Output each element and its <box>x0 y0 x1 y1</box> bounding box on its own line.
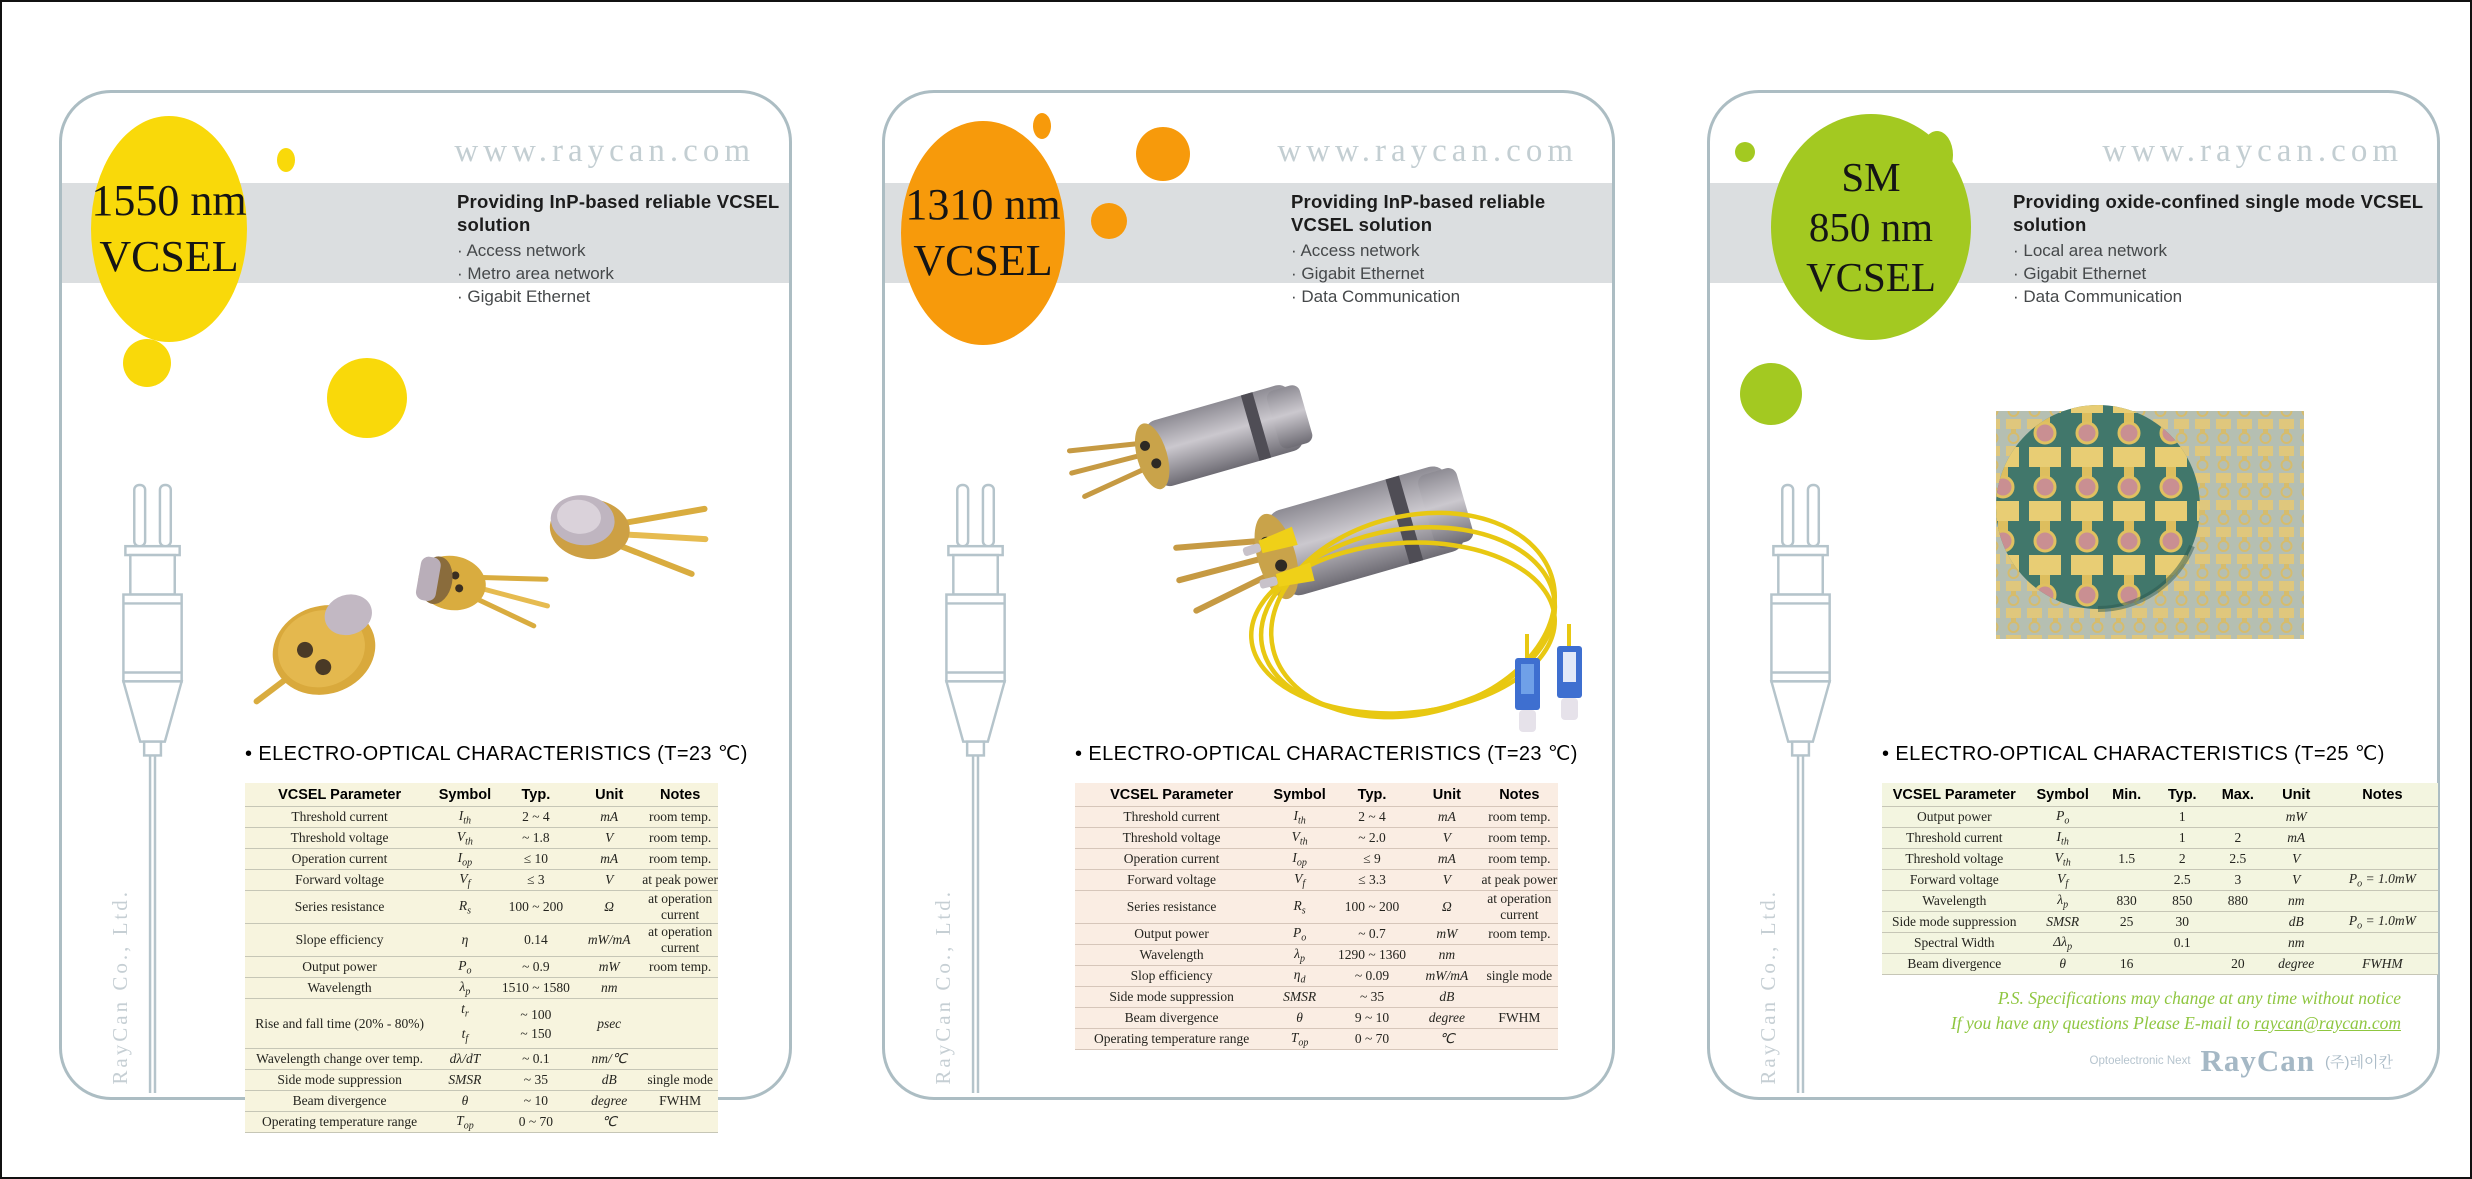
table-title: • ELECTRO-OPTICAL CHARACTERISTICS (T=23 ℃) <box>245 741 748 766</box>
product-title-circle <box>901 121 1065 345</box>
column-header: Notes <box>642 783 718 807</box>
decor-circle <box>327 358 407 438</box>
table-title: • ELECTRO-OPTICAL CHARACTERISTICS (T=23 ℃) <box>1075 741 1578 766</box>
eo-characteristics-table <box>1075 783 1558 1050</box>
band-item: · Gigabit Ethernet <box>1291 262 1612 285</box>
column-header: Symbol <box>434 783 495 807</box>
table-row: Operation current $I_{op}$ ≤ 9 mA room temp. <box>1075 849 1558 870</box>
decor-dot <box>277 148 295 172</box>
table-row: Slop efficiency $\eta_d$ ~ 0.09 mW/mA single mode <box>1075 966 1558 987</box>
logo-brand: RayCan <box>2200 1043 2316 1078</box>
website-link[interactable]: www.raycan.com <box>2102 133 2403 169</box>
product-title-line: 850 nm <box>1808 204 1934 250</box>
table-row: Wavelength change over temp. dλ/dT ~ 0.1 nm/℃ <box>245 1049 718 1070</box>
ps-line2 <box>1951 1011 2401 1036</box>
logo-brand-korean: (주)레이칸 <box>2325 1053 2393 1071</box>
table-row: Threshold current $I_{th}$ 2 ~ 4 mA room temp. <box>1075 807 1558 828</box>
column-header: Notes <box>1481 783 1558 807</box>
column-header: Symbol <box>1268 783 1331 807</box>
pigtail-module-and-fiber-photo <box>1063 396 1595 738</box>
table-row: Operating temperature range $T_{op}$ 0 ~ 70 ℃ <box>245 1112 718 1133</box>
company-side-label: RayCan Co., Ltd. <box>1756 889 1780 1085</box>
column-header: Unit <box>1413 783 1481 807</box>
table-row: Rise and fall time (20% - 80%) $t_r$ $t_f$ ~ 100 ~ 150 psec <box>245 999 718 1049</box>
product-title-circle <box>91 116 247 342</box>
column-header: Max. <box>2210 783 2266 807</box>
band-item: · Metro area network <box>457 262 789 285</box>
column-header: Unit <box>2266 783 2327 807</box>
column-header: Typ. <box>496 783 576 807</box>
product-card-850nm <box>1707 90 2440 1100</box>
raycan-logo <box>2090 1043 2393 1079</box>
ps-line1: P.S. Specifications may change at any time without notice <box>1997 988 2401 1008</box>
column-header: VCSEL Parameter <box>1882 783 2027 807</box>
table-row: Forward voltage $V_f$ ≤ 3.3 V at peak power <box>1075 870 1558 891</box>
email-link[interactable]: raycan@raycan.com <box>2254 1013 2401 1033</box>
ps-line2-prefix: If you have any questions Please E-mail to <box>1950 1013 2255 1033</box>
band-item: · Data Communication <box>1291 285 1612 308</box>
logo-tagline: Optoelectronic Next <box>2089 1055 2191 1067</box>
table-row: Wavelength $\lambda_p$ 1290 ~ 1360 nm <box>1075 945 1558 966</box>
table-row: Forward voltage $V_f$ ≤ 3 V at peak power <box>245 870 718 891</box>
eo-characteristics-table <box>1882 783 2438 975</box>
product-card-1550nm <box>59 90 792 1132</box>
table-row: Output power $P_o$ 1 mW <box>1882 807 2438 828</box>
company-side-label: RayCan Co., Ltd. <box>931 889 955 1085</box>
band-heading: Providing oxide-confined single mode VCSEL solution <box>2013 191 2423 235</box>
table-row: Threshold voltage $V_{th}$ ~ 2.0 V room temp. <box>1075 828 1558 849</box>
table-row: Series resistance $R_s$ 100 ~ 200 Ω at operation current <box>1075 891 1558 924</box>
table-row: Side mode suppression SMSR 25 30 dB $P_o = 1.0mW$ <box>1882 912 2438 933</box>
band-item: · Access network <box>1291 239 1612 262</box>
product-title-circle <box>1771 114 1971 340</box>
product-title-line: 1310 nm <box>905 180 1061 229</box>
column-header: Typ. <box>2154 783 2210 807</box>
decor-circle <box>123 339 171 387</box>
decor-circle <box>1091 203 1127 239</box>
column-header: Unit <box>576 783 642 807</box>
table-row: Threshold current $I_{th}$ 2 ~ 4 mA room temp. <box>245 807 718 828</box>
column-header: VCSEL Parameter <box>1075 783 1268 807</box>
band-item: · Gigabit Ethernet <box>2013 262 2437 285</box>
product-card-1310nm <box>882 90 1615 1100</box>
eo-characteristics-table <box>245 783 718 1133</box>
table-row: Operating temperature range $T_{op}$ 0 ~ 70 ℃ <box>1075 1029 1558 1050</box>
product-title-line: VCSEL <box>913 236 1053 285</box>
vcsel-wafer-photo <box>1982 391 2318 653</box>
table-row: Operation current $I_{op}$ ≤ 10 mA room temp. <box>245 849 718 870</box>
table-row: Threshold voltage $V_{th}$ ~ 1.8 V room temp. <box>245 828 718 849</box>
decor-dot <box>1735 142 1755 162</box>
to-can-packages-photo <box>272 465 712 715</box>
table-row: Spectral Width $\Delta\lambda_p$ 0.1 nm <box>1882 933 2438 954</box>
table-row: Side mode suppression SMSR ~ 35 dB <box>1075 987 1558 1008</box>
band-heading: Providing InP-based reliable VCSEL solution <box>457 191 780 235</box>
table-row: Beam divergence θ ~ 10 degree FWHM <box>245 1091 718 1112</box>
decor-dot <box>1033 113 1051 139</box>
table-row: Slope efficiency η 0.14 mW/mA at operation current <box>245 924 718 957</box>
ps-note <box>1951 986 2401 1036</box>
decor-circle <box>1136 127 1190 181</box>
decor-circle <box>1740 363 1802 425</box>
column-header: Typ. <box>1331 783 1413 807</box>
table-title: • ELECTRO-OPTICAL CHARACTERISTICS (T=25 ℃) <box>1882 741 2385 766</box>
company-side-label: RayCan Co., Ltd. <box>108 889 132 1085</box>
table-row: Output power $P_o$ ~ 0.9 mW room temp. <box>245 957 718 978</box>
table-row: Side mode suppression SMSR ~ 35 dB single mode <box>245 1070 718 1091</box>
column-header: Symbol <box>2027 783 2099 807</box>
band-item: · Data Communication <box>2013 285 2437 308</box>
table-row: Threshold voltage $V_{th}$ 1.5 2 2.5 V <box>1882 849 2438 870</box>
table-row: Forward voltage $V_f$ 2.5 3 V $P_o = 1.0mW$ <box>1882 870 2438 891</box>
table-row: Series resistance $R_s$ 100 ~ 200 Ω at operation current <box>245 891 718 924</box>
product-title-line: VCSEL <box>1806 254 1936 300</box>
band-item: · Gigabit Ethernet <box>457 285 789 308</box>
website-link[interactable]: www.raycan.com <box>454 133 755 169</box>
band-item: · Local area network <box>2013 239 2437 262</box>
column-header: Min. <box>2099 783 2155 807</box>
product-title-line: SM <box>1841 154 1901 200</box>
table-row: Wavelength $\lambda_p$ 830 850 880 nm <box>1882 891 2438 912</box>
column-header: VCSEL Parameter <box>245 783 434 807</box>
table-row: Wavelength $\lambda_p$ 1510 ~ 1580 nm <box>245 978 718 999</box>
product-title-line: VCSEL <box>99 232 239 281</box>
table-row: Threshold current $I_{th}$ 1 2 mA <box>1882 828 2438 849</box>
band-heading: Providing InP-based reliable VCSEL solution <box>1291 191 1546 235</box>
column-header: Notes <box>2327 783 2438 807</box>
table-row: Beam divergence θ 16 20 degree FWHM <box>1882 954 2438 975</box>
band-item: · Access network <box>457 239 789 262</box>
table-row: Beam divergence θ 9 ~ 10 degree FWHM <box>1075 1008 1558 1029</box>
table-row: Output power $P_o$ ~ 0.7 mW room temp. <box>1075 924 1558 945</box>
website-link[interactable]: www.raycan.com <box>1277 133 1578 169</box>
product-title-line: 1550 nm <box>91 176 247 225</box>
